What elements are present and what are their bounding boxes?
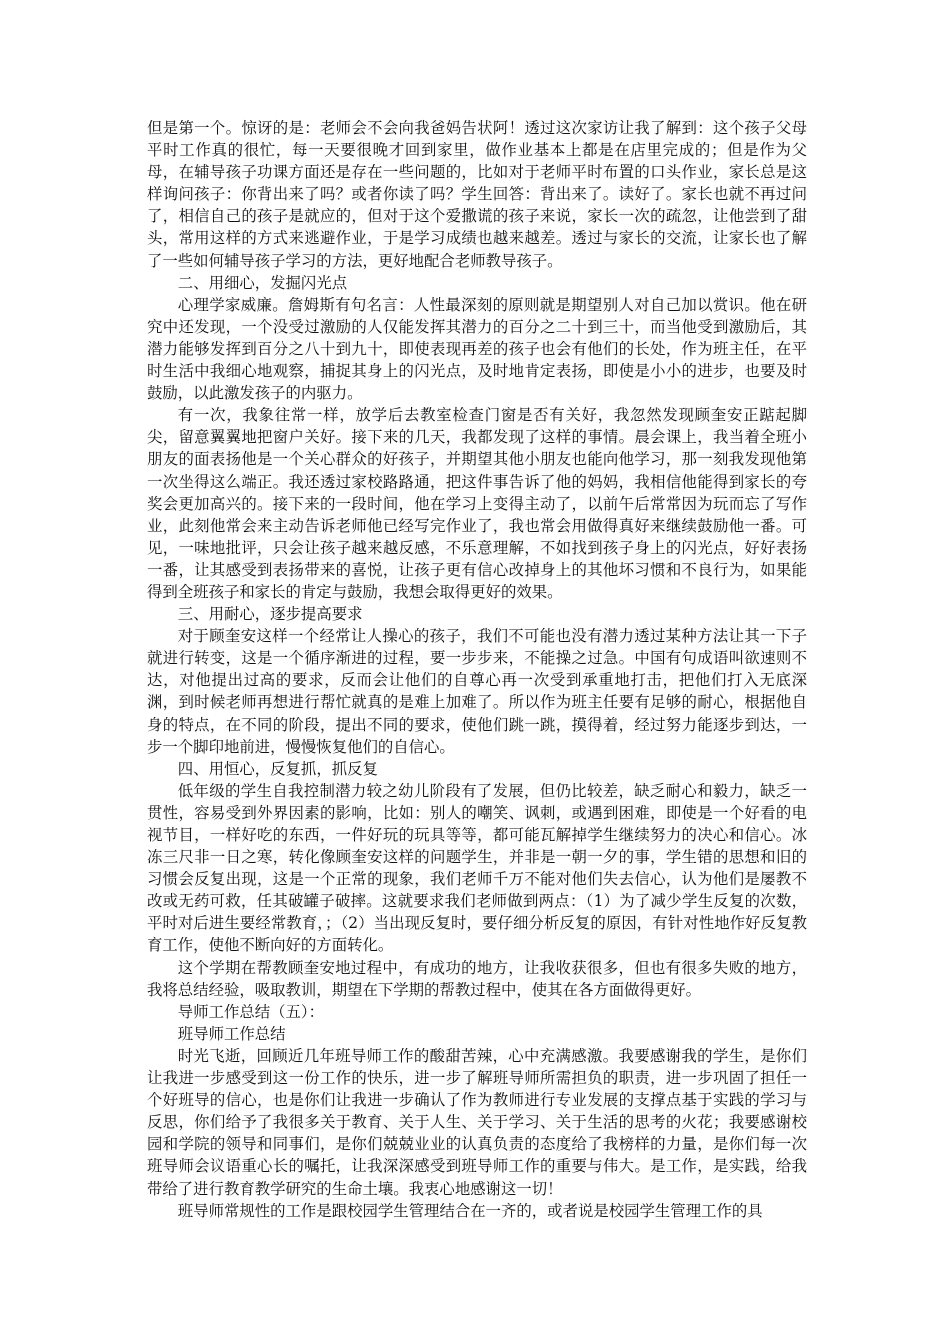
paragraph-13: 班导师常规性的工作是跟校园学生管理结合在一齐的，或者说是校园学生管理工作的具 — [177, 1201, 763, 1220]
paragraph-8: 低年级的学生自我控制潜力较之幼儿阶段有了发展，但仍比较差，缺乏耐心和毅力，缺乏一贯性，容易受到外界因素的影响，比如：别人的嘲笑、讽刺，或遇到困难，即使是一个好看的电视节目，一样好吃的东西，一件好玩的玩具等等，都可能瓦解掉学生继续努力的决心和信心。冰冻三尺非一日之寒，转化像顾奎安这样的问题学生，并非是一朝一夕的事，学生错的思想和旧的习惯会反复出现，这是一个正常的现象，我们老师千万不能对他们失去信心，认为他们是屡教不改或无药可救，任其破罐子破摔。这就要求我们老师做到两点：（1）为了减少学生反复的次数，平时对后进生要经常教育，；（2）当出现反复时，要仔细分析反复的原因，有针对性地作好反复教育工作，使他不断向好的方面转化。 — [147, 781, 807, 955]
document-page — [147, 117, 807, 1222]
section-heading-4: 四、用恒心，反复抓，抓反复 — [177, 759, 378, 778]
section-heading-2: 二、用细心，发掘闪光点 — [177, 273, 348, 292]
section-title-5: 导师工作总结（五）： — [177, 1002, 325, 1021]
paragraph-1: 但是第一个。惊讶的是：老师会不会向我爸妈告状阿！透过这次家访让我了解到：这个孩子父母平时工作真的很忙，每一天要很晚才回到家里，做作业基本上都是在店里完成的；但是作为父母，在辅导孩子功课方面还是存在一些问题的，比如对于老师平时布置的口头作业，家长总是这样询问孩子：你背出来了吗？或者你读了吗？学生回答：背出来了。读好了。家长也就不再过问了，相信自己的孩子是就应的，但对于这个爱撒谎的孩子来说，家长一次的疏忽，让他尝到了甜头，常用这样的方式来逃避作业，于是学习成绩也越来越差。透过与家长的交流，让家长也了解了一些如何辅导孩子学习的方法，更好地配合老师教导孩子。 — [147, 119, 807, 270]
paragraph-4: 有一次，我象往常一样，放学后去教室检查门窗是否有关好，我忽然发现顾奎安正踮起脚尖，留意翼翼地把窗户关好。接下来的几天，我都发现了这样的事情。晨会课上，我当着全班小朋友的面表扬他是一个关心群众的好孩子，并期望其他小朋友也能向他学习，那一刻我发现他第一次坐得这么端正。我还透过家校路路通，把这件事告诉了他的妈妈，我相信他能得到家长的夸奖会更加高兴的。接下来的一段时间，他在学习上变得主动了，以前午后常常因为玩而忘了写作业，此刻他常会来主动告诉老师他已经写完作业了，我也常会用做得真好来继续鼓励他一番。可见，一味地批评，只会让孩子越来越反感，不乐意理解，不如找到孩子身上的闪光点，好好表扬一番，让其感受到表扬带来的喜悦，让孩子更有信心改掉身上的其他坏习惯和不良行为，如果能得到全班孩子和家长的肯定与鼓励，我想会取得更好的效果。 — [147, 406, 807, 601]
section-heading-3: 三、用耐心，逐步提高要求 — [177, 605, 363, 624]
article-title: 班导师工作总结 — [177, 1024, 286, 1043]
paragraph-12: 时光飞逝，回顾近几年班导师工作的酸甜苦辣，心中充满感激。我要感谢我的学生，是你们让我进一步感受到这一份工作的快乐，进一步了解班导师所需担负的职责，进一步巩固了担任一个好班导的信心，也是你们让我进一步确认了作为教师进行专业发展的支撑点基于实践的学习与反思，你们给予了我很多关于教育、关于人生、关于学习、关于生活的思考的火花；我要感谢校园和学院的领导和同事们，是你们兢兢业业的认真负责的态度给了我榜样的力量，是你们每一次班导师会议语重心长的嘱托，让我深深感受到班导师工作的重要与伟大。是工作，是实践，给我带给了进行教育教学研究的生命土壤。我衷心地感谢这一切！ — [147, 1046, 807, 1198]
paragraph-9: 这个学期在帮教顾奎安地过程中，有成功的地方，让我收获很多，但也有很多失败的地方，我将总结经验，吸取教训，期望在下学期的帮教过程中，使其在各方面做得更好。 — [147, 958, 807, 999]
paragraph-3: 心理学家威廉。詹姆斯有句名言：人性最深刻的原则就是期望别人对自己加以赏识。他在研究中还发现，一个没受过激励的人仅能发挥其潜力的百分之二十到三十，而当他受到激励后，其潜力能够发挥到百分之八十到九十，即使表现再差的孩子也会有他们的长处，作为班主任，在平时生活中我细心地观察，捕捉其身上的闪光点，及时地肯定表扬，即使是小小的进步，也要及时鼓励，以此激发孩子的内驱力。 — [147, 295, 807, 403]
paragraph-6: 对于顾奎安这样一个经常让人操心的孩子，我们不可能也没有潜力透过某种方法让其一下子就进行转变，这是一个循序渐进的过程，要一步步来，不能操之过急。中国有句成语叫欲速则不达，对他提出过高的要求，反而会让他们的自尊心再一次受到承重地打击，把他们打入无底深渊，到时候老师再想进行帮忙就真的是难上加难了。所以作为班主任要有足够的耐心，根据他自身的特点，在不同的阶段，提出不同的要求，使他们跳一跳，摸得着，经过努力能逐步到达，一步一个脚印地前进，慢慢恢复他们的自信心。 — [147, 627, 807, 756]
